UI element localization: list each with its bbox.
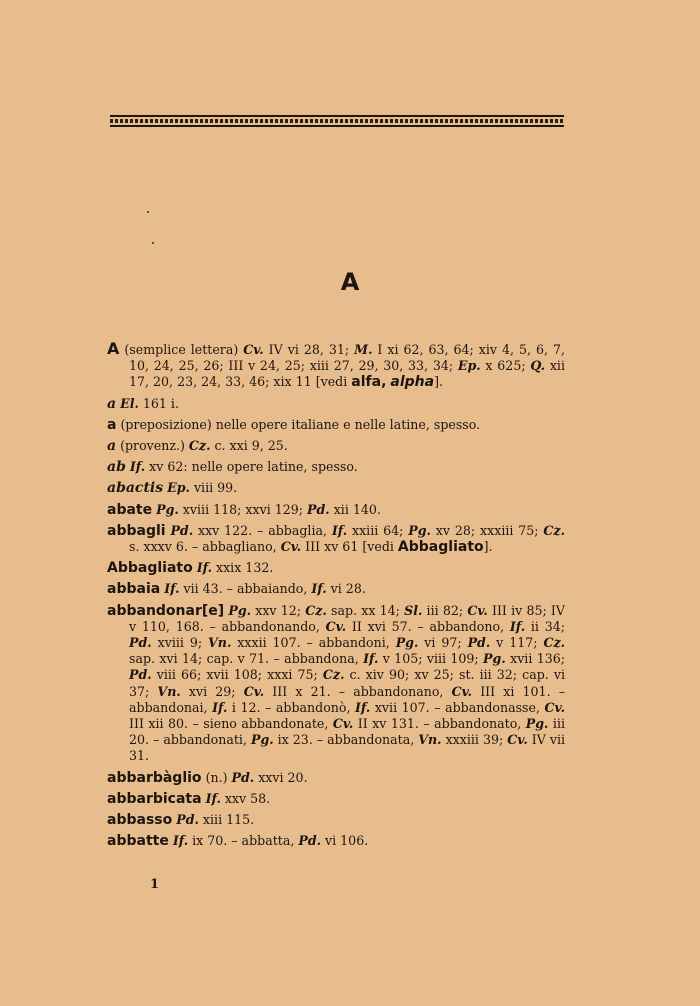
entry-text: x 625;: [480, 358, 531, 374]
entry-text: vi 28.: [326, 581, 366, 597]
dictionary-entry: [107, 502, 565, 518]
work-abbreviation: Cv.: [507, 732, 528, 748]
work-abbreviation: Pg.: [408, 522, 431, 538]
entry-text: III xv 61 [vedi: [301, 539, 398, 555]
work-abbreviation: Pd.: [176, 812, 199, 828]
entry-text: xvii 136;: [505, 651, 566, 667]
entry-text: xviii 118; xxvi 129;: [178, 501, 308, 517]
entry-headword: a: [107, 416, 117, 433]
ornamental-rule: [110, 115, 564, 127]
paper-speck: [152, 242, 154, 244]
entry-text: 161 i.: [138, 395, 179, 411]
work-abbreviation: Cv.: [332, 716, 354, 732]
entry-headword: abbagli: [107, 522, 166, 539]
entry-headword: abbandonar[e]: [107, 602, 225, 619]
work-abbreviation: Cv.: [243, 683, 265, 699]
entry-text: c. xiv 90; xv 25; st. iii 32; cap. vi 37;: [129, 667, 565, 699]
entry-headword: ab: [107, 459, 126, 476]
dictionary-entry: [107, 438, 565, 454]
entry-text: iii 82;: [422, 602, 468, 618]
work-abbreviation: If.: [311, 581, 327, 597]
entry-text: viii 99.: [189, 480, 238, 496]
entry-headword: abbarbicata: [107, 790, 202, 807]
work-abbreviation: Pg.: [483, 651, 506, 667]
work-abbreviation: If.: [212, 699, 228, 715]
entry-text: viii 66; xvii 108; xxxi 75;: [151, 667, 323, 683]
work-abbreviation: Vn.: [208, 635, 232, 651]
entry-text: III xi 101. – abbandonai,: [129, 683, 566, 715]
entry-text: c. xxi 9, 25.: [210, 438, 288, 454]
entry-text: I xi 62, 63, 64; xiv 4, 5, 6, 7, 10, 24, 25, 26; III v 24, 25; xiii 27, 29, 30, 33, 34;: [129, 342, 565, 374]
dictionary-entry: [107, 480, 565, 496]
work-abbreviation: Cv.: [544, 699, 565, 715]
entry-headword: A: [107, 339, 120, 358]
work-abbreviation: Sl.: [404, 602, 423, 618]
entry-text: III iv 85; IV v 110, 168. – abbandonando,: [129, 602, 565, 634]
entry-text: vi 97;: [418, 635, 468, 651]
section-letter: A: [340, 268, 360, 296]
entry-text: sap. xvi 14; cap. v 71. – abbandona,: [129, 651, 364, 667]
entry-text: v 105; viii 109;: [378, 651, 484, 667]
work-abbreviation: Pg.: [525, 716, 549, 732]
entry-text: xxv 122. – abbaglia,: [193, 522, 332, 538]
work-abbreviation: Ep.: [457, 358, 481, 374]
work-abbreviation: If.: [205, 790, 221, 806]
work-abbreviation: If.: [355, 699, 371, 715]
work-abbreviation: If.: [363, 651, 379, 667]
page-number: 1: [150, 877, 160, 892]
entry-text: ].: [483, 539, 493, 555]
entry-headword: a: [107, 438, 117, 455]
work-abbreviation: Pd.: [129, 635, 152, 651]
work-abbreviation: Pd.: [170, 522, 194, 538]
entry-text: xvi 29;: [180, 683, 244, 699]
entry-text: xii 17, 20, 23, 24, 33, 46; xix 11 [vedi: [129, 358, 565, 390]
entry-headword: Abbagliato: [107, 560, 193, 577]
work-abbreviation: Pd.: [298, 833, 322, 849]
entry-text: xxix 132.: [211, 560, 274, 576]
dictionary-entry: [107, 396, 565, 412]
entry-text: II xv 131. – abbandonato,: [353, 716, 526, 732]
work-abbreviation: If.: [164, 581, 180, 597]
work-abbreviation: Cz.: [543, 522, 565, 538]
entry-text: sap. xx 14;: [326, 602, 405, 618]
entry-text: vii 43. – abbaiando,: [179, 581, 312, 597]
entry-text: xxvi 20.: [254, 769, 308, 785]
work-abbreviation: Pg.: [156, 501, 179, 517]
work-abbreviation: Cz.: [322, 667, 345, 683]
entry-text: i 12. – abbandonò,: [227, 699, 356, 715]
dictionary-entry: [107, 417, 565, 433]
dictionary-entry: [107, 560, 565, 576]
entry-text: III x 21. – abbandonano,: [264, 683, 452, 699]
entry-headword: abbaia: [107, 581, 161, 598]
work-abbreviation: Pg.: [250, 732, 274, 748]
work-abbreviation: Cz.: [305, 602, 327, 618]
entry-text: II xvi 57. – abbandono,: [346, 618, 510, 634]
entry-text: xxiii 64;: [347, 522, 409, 538]
entry-text: (semplice lettera): [119, 342, 244, 357]
entry-text: xviii 9;: [151, 635, 209, 651]
entry-text: III xii 80. – sieno abbandonate,: [129, 716, 333, 732]
work-abbreviation: If.: [331, 522, 348, 538]
entry-text: xxv 58.: [220, 790, 271, 806]
entry-text: xv 62: nelle opere latine, spesso.: [145, 459, 358, 475]
work-abbreviation: If.: [509, 618, 526, 634]
entry-text: vi 106.: [321, 833, 369, 849]
work-abbreviation: Cz.: [543, 635, 565, 651]
cross-reference: alpha: [390, 374, 435, 391]
entry-text: ix 70. – abbatta,: [188, 833, 299, 849]
paper-speck: [147, 211, 149, 213]
work-abbreviation: M.: [354, 342, 373, 357]
entry-text: IV vi 28, 31;: [263, 342, 355, 357]
work-abbreviation: Ep.: [167, 480, 190, 496]
work-abbreviation: Pd.: [231, 769, 255, 785]
work-abbreviation: Cv.: [325, 618, 347, 634]
work-abbreviation: Cv.: [280, 539, 302, 555]
entry-text: xvii 107. – abbandonasse,: [370, 699, 545, 715]
entry-text: (provenz.): [116, 438, 189, 454]
work-abbreviation: Cz.: [188, 438, 211, 454]
dictionary-entry: [107, 812, 565, 828]
work-abbreviation: Pg.: [228, 602, 252, 618]
entry-text: xxv 12;: [251, 602, 306, 618]
work-abbreviation: Cv.: [243, 342, 264, 357]
dictionary-entry: [107, 523, 565, 555]
entry-text: xiii 115.: [198, 812, 255, 828]
entry-text: (n.): [201, 769, 232, 785]
work-abbreviation: If.: [172, 833, 189, 849]
entry-text: ].: [434, 374, 444, 390]
entry-text: ii 34;: [525, 618, 565, 634]
work-abbreviation: If.: [129, 459, 146, 475]
entry-text: s. xxxv 6. – abbagliano,: [129, 539, 281, 555]
work-abbreviation: Pd.: [307, 501, 330, 517]
work-abbreviation: Pg.: [395, 635, 419, 651]
dictionary-entry: [107, 833, 565, 849]
entry-text: IV vii 31.: [129, 732, 565, 764]
entry-text: iii 20. – abbandonati,: [129, 716, 565, 748]
dictionary-entry: [107, 341, 565, 391]
dictionary-entries: [107, 341, 565, 854]
entry-text: xxxiii 39;: [441, 732, 508, 748]
work-abbreviation: If.: [196, 560, 212, 576]
work-abbreviation: Pd.: [129, 667, 152, 683]
work-abbreviation: Vn.: [418, 732, 442, 748]
dictionary-entry: [107, 459, 565, 475]
entry-headword: abate: [107, 501, 153, 518]
entry-text: xv 28; xxxiii 75;: [430, 522, 544, 538]
work-abbreviation: Pd.: [467, 635, 491, 651]
entry-text: xii 140.: [329, 501, 381, 517]
dictionary-entry: [107, 603, 565, 765]
entry-text: ix 23. – abbandonata,: [273, 732, 419, 748]
entry-headword: abbasso: [107, 812, 173, 829]
cross-reference: alfa,: [351, 374, 387, 391]
work-abbreviation: Q.: [530, 358, 546, 374]
dictionary-entry: [107, 581, 565, 597]
cross-reference: Abbagliato: [397, 539, 484, 556]
entry-headword: abbatte: [107, 833, 169, 850]
entry-text: v 117;: [490, 635, 544, 651]
dictionary-entry: [107, 791, 565, 807]
entry-headword: abactis: [107, 480, 164, 497]
work-abbreviation: Cv.: [467, 602, 488, 618]
work-abbreviation: Vn.: [157, 683, 181, 699]
entry-headword: abbarbàglio: [107, 769, 202, 786]
entry-text: (preposizione) nelle opere italiane e nelle latine, spesso.: [116, 416, 481, 432]
dictionary-entry: [107, 770, 565, 786]
work-abbreviation: El.: [120, 395, 139, 411]
work-abbreviation: Cv.: [451, 683, 473, 699]
entry-headword: a: [107, 395, 117, 412]
entry-text: xxxii 107. – abbandoni,: [231, 635, 396, 651]
